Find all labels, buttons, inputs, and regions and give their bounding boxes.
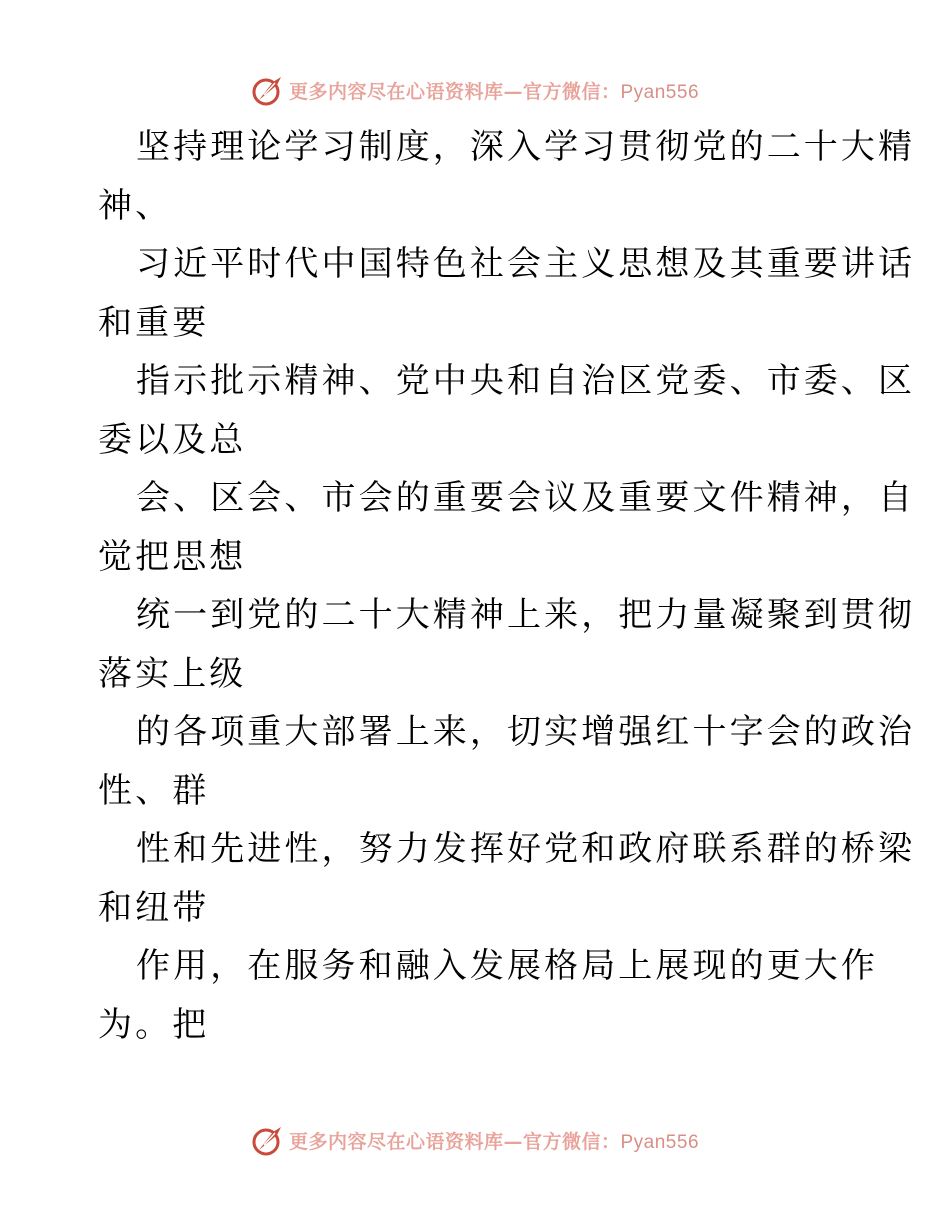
header-banner-wechat: Pyan556 — [620, 81, 700, 103]
body-line: 神、 — [98, 185, 173, 226]
header-banner-text — [289, 77, 699, 104]
body-line: 习近平时代中国特色社会主义思想及其重要讲话 — [136, 244, 916, 284]
body-line: 落实上级 — [98, 653, 247, 694]
footer-banner-label: 更多内容尽在心语资料库—官方微信： — [288, 1130, 621, 1153]
body-line: 会、区会、市会的重要会议及重要文件精神，自 — [136, 478, 916, 518]
body-line: 和重要 — [98, 302, 210, 343]
header-banner — [0, 70, 950, 110]
body-line: 坚持理论学习制度，深入学习贯彻党的二十大精 — [136, 127, 916, 167]
body-line: 性、群 — [98, 770, 210, 811]
footer-banner-wechat: Pyan556 — [620, 1131, 700, 1153]
header-banner-label: 更多内容尽在心语资料库—官方微信： — [288, 80, 621, 103]
footer-banner-text — [289, 1127, 699, 1154]
footer-banner — [0, 1120, 950, 1160]
body-line: 统一到党的二十大精神上来，把力量凝聚到贯彻 — [136, 595, 916, 635]
body-line: 为。把 — [98, 1004, 210, 1045]
quill-pen-logo-icon — [251, 1123, 285, 1157]
quill-pen-logo-icon — [251, 73, 285, 107]
body-line: 性和先进性，努力发挥好党和政府联系群的桥梁 — [136, 829, 916, 869]
body-line: 委以及总 — [98, 419, 247, 460]
body-line: 觉把思想 — [98, 536, 247, 577]
body-line: 作用，在服务和融入发展格局上展现的更大作 — [136, 946, 878, 986]
body-line: 和纽带 — [98, 887, 210, 928]
body-line: 指示批示精神、党中央和自治区党委、市委、区 — [136, 361, 916, 401]
body-line: 的各项重大部署上来，切实增强红十字会的政治 — [136, 712, 916, 752]
body-text — [98, 118, 916, 1054]
